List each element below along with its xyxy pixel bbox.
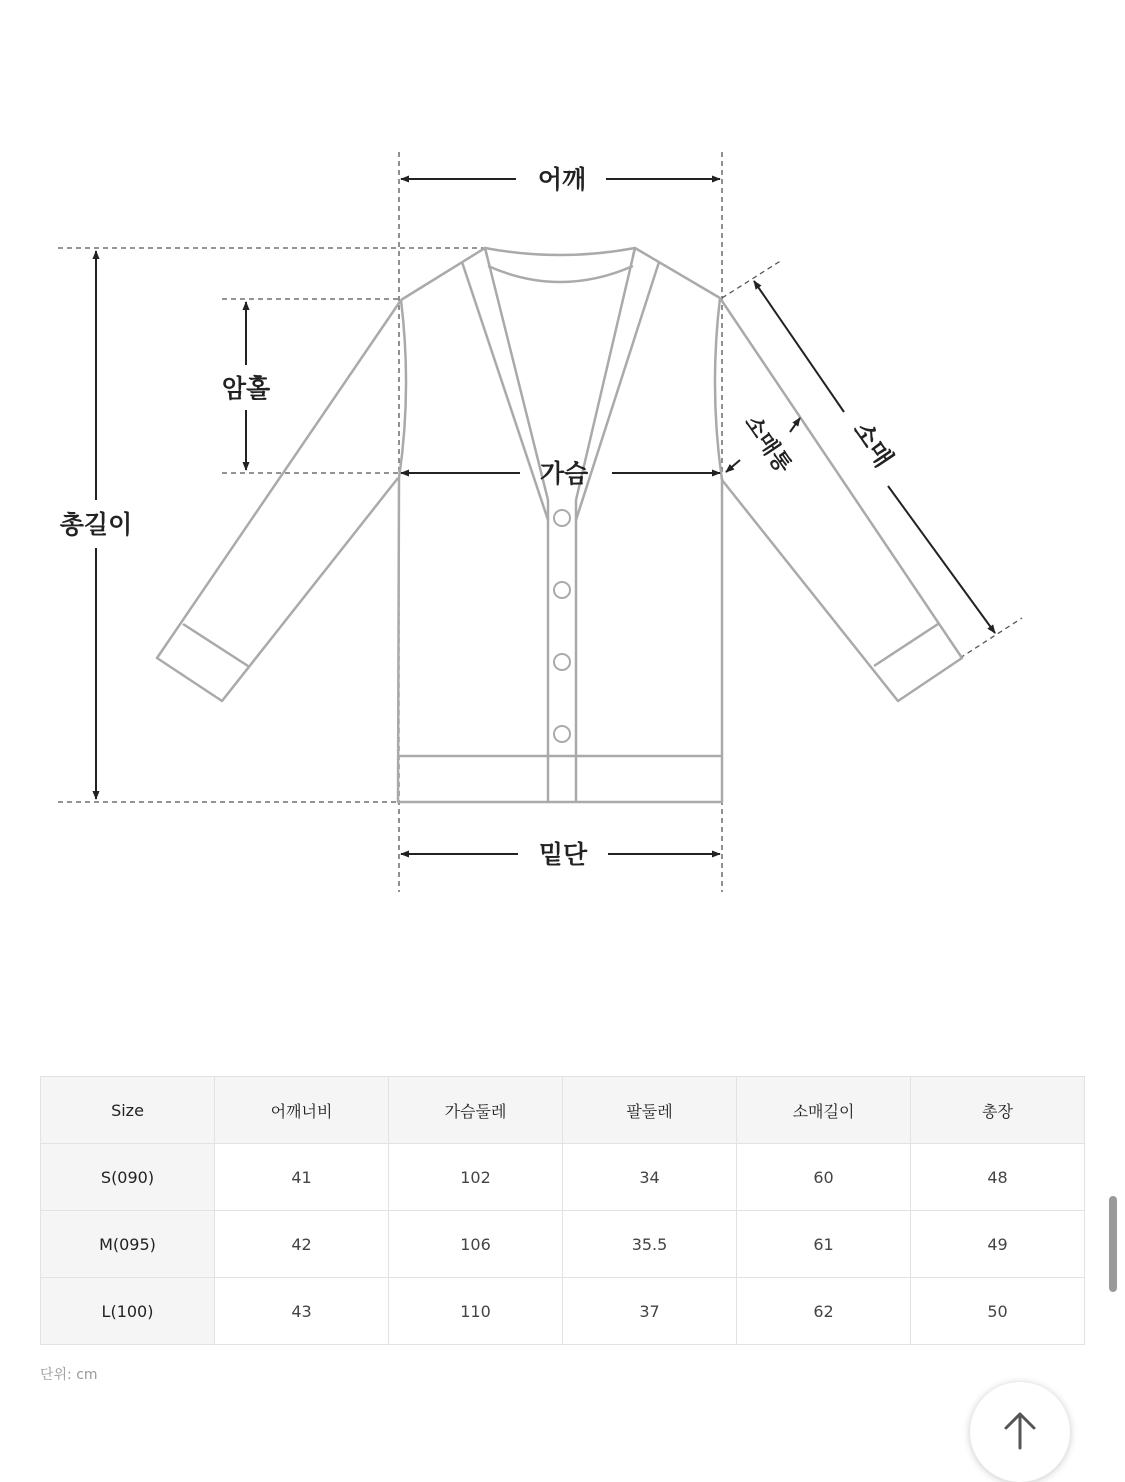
header-chest: 가슴둘레 — [389, 1077, 563, 1144]
table-row — [41, 1278, 1085, 1345]
guide-lines — [58, 152, 1022, 892]
cell-value: 106 — [389, 1211, 563, 1278]
label-total-length: 총길이 — [59, 510, 133, 539]
garment-button — [554, 726, 570, 742]
label-shoulder: 어깨 — [537, 165, 587, 194]
row-size-label: L(100) — [41, 1278, 215, 1345]
label-hem: 밑단 — [538, 840, 588, 869]
cell-value: 102 — [389, 1144, 563, 1211]
sleeve-length-arrow-top — [754, 281, 844, 412]
cell-value: 37 — [563, 1278, 737, 1345]
scroll-to-top-button[interactable] — [970, 1382, 1070, 1482]
sleeve-width-arrow-lower — [726, 460, 740, 472]
garment-button — [554, 510, 570, 526]
header-size: Size — [41, 1077, 215, 1144]
table-row — [41, 1144, 1085, 1211]
cell-value: 50 — [911, 1278, 1085, 1345]
label-sleeve-width: 소매통 — [739, 410, 796, 478]
row-size-label: S(090) — [41, 1144, 215, 1211]
size-table — [40, 1076, 1085, 1345]
cell-value: 49 — [911, 1211, 1085, 1278]
label-sleeve-length: 소매 — [847, 416, 899, 473]
unit-note: 단위: cm — [40, 1367, 98, 1383]
header-shoulder-width: 어깨너비 — [215, 1077, 389, 1144]
garment-buttons — [554, 510, 570, 742]
sleeve-width-arrow-upper — [790, 418, 800, 432]
row-size-label: M(095) — [41, 1211, 215, 1278]
header-arm-circumference: 팔둘레 — [563, 1077, 737, 1144]
table-header-row — [41, 1077, 1085, 1144]
header-sleeve-length: 소매길이 — [737, 1077, 911, 1144]
cell-value: 110 — [389, 1278, 563, 1345]
arrow-up-icon — [1002, 1410, 1038, 1450]
cell-value: 35.5 — [563, 1211, 737, 1278]
cell-value: 34 — [563, 1144, 737, 1211]
label-armhole: 암홀 — [221, 374, 271, 403]
garment-button — [554, 654, 570, 670]
cell-value: 41 — [215, 1144, 389, 1211]
cell-value: 61 — [737, 1211, 911, 1278]
header-total-length: 총장 — [911, 1077, 1085, 1144]
cell-value: 48 — [911, 1144, 1085, 1211]
cell-value: 42 — [215, 1211, 389, 1278]
sleeve-length-arrow-bottom — [888, 486, 995, 633]
garment-button — [554, 582, 570, 598]
cell-value: 43 — [215, 1278, 389, 1345]
scrollbar-thumb[interactable] — [1109, 1196, 1117, 1292]
cell-value: 62 — [737, 1278, 911, 1345]
cell-value: 60 — [737, 1144, 911, 1211]
table-row — [41, 1211, 1085, 1278]
label-chest: 가슴 — [539, 459, 589, 488]
